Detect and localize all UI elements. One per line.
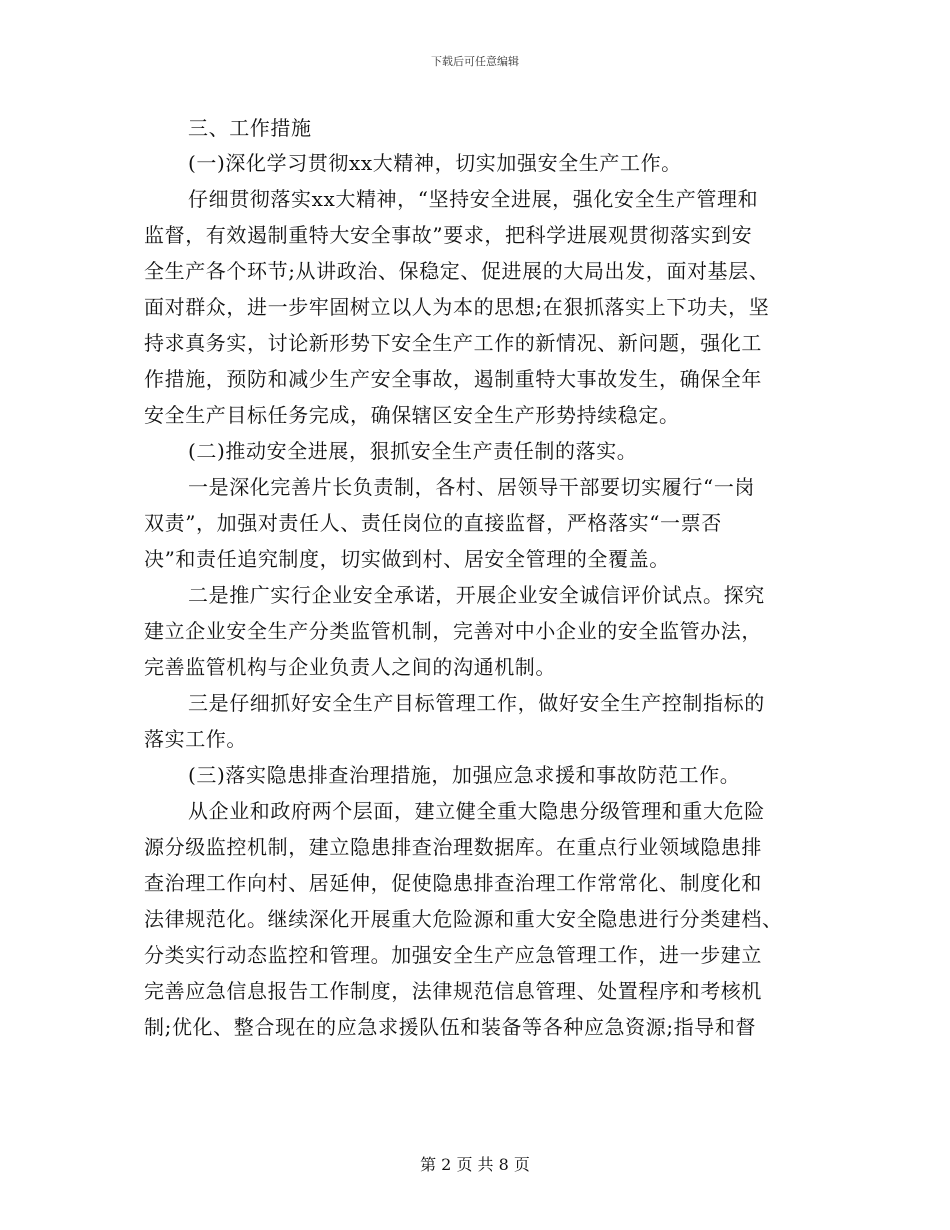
paragraph-1-line-4: 面对群众，进一步牢固树立以人为本的思想;在狠抓落实上下功夫，坚 (144, 295, 770, 319)
paragraph-5-line-6: 完善应急信息报告工作制度，法律规范信息管理、处置程序和考核机 (144, 979, 762, 1003)
paragraph-5-line-7: 制;优化、整合现在的应急求援队伍和装备等各种应急资源;指导和督 (144, 1015, 757, 1039)
section-heading: 三、工作措施 (188, 116, 312, 140)
paragraph-1-line-5: 持求真务实，讨论新形势下安全生产工作的新情况、新问题，强化工 (144, 331, 762, 355)
paragraph-2-line-3: 决”和责任追究制度，切实做到村、居安全管理的全覆盖。 (144, 547, 670, 571)
paragraph-5-line-1: 从企业和政府两个层面，建立健全重大隐患分级管理和重大危险 (188, 799, 765, 823)
paragraph-3-line-3: 完善监管机构与企业负责人之间的沟通机制。 (144, 655, 556, 679)
subheading-2: (二)推动安全进展，狠抓安全生产责任制的落实。 (188, 439, 638, 463)
paragraph-1-line-1: 仔细贯彻落实xx大精神，“坚持安全进展，强化安全生产管理和 (188, 187, 759, 211)
paragraph-2-line-2: 双责”，加强对责任人、责任岗位的直接监督，严格落实“一票否 (144, 511, 722, 535)
paragraph-4-line-2: 落实工作。 (144, 727, 247, 751)
page-header-note: 下载后可任意编辑 (431, 55, 519, 68)
paragraph-3-line-1: 二是推广实行企业安全承诺，开展企业安全诚信评价试点。探究 (188, 583, 765, 607)
paragraph-1-line-2: 监督，有效遏制重特大安全事故”要求，把科学进展观贯彻落实到安 (144, 223, 753, 247)
paragraph-5-line-2: 源分级监控机制，建立隐患排查治理数据库。在重点行业领域隐患排 (144, 835, 762, 859)
subheading-1: (一)深化学习贯彻xx大精神，切实加强安全生产工作。 (188, 151, 682, 175)
subheading-3: (三)落实隐患排查治理措施，加强应急求援和事故防范工作。 (188, 763, 741, 787)
paragraph-5-line-3: 查治理工作向村、居延伸，促使隐患排查治理工作常常化、制度化和 (144, 871, 762, 895)
paragraph-2-line-1: 一是深化完善片长负责制，各村、居领导干部要切实履行“一岗 (188, 475, 756, 499)
page-number-footer: 第 2 页 共 8 页 (420, 1155, 530, 1174)
paragraph-1-line-3: 全生产各个环节;从讲政治、保稳定、促进展的大局出发，面对基层、 (144, 259, 770, 283)
paragraph-1-line-6: 作措施，预防和减少生产安全事故，遏制重特大事故发生，确保全年 (144, 367, 762, 391)
paragraph-1-line-7: 安全生产目标任务完成，确保辖区安全生产形势持续稳定。 (144, 403, 680, 427)
paragraph-5-line-4: 法律规范化。继续深化开展重大危险源和重大安全隐患进行分类建档、 (144, 907, 783, 931)
paragraph-4-line-1: 三是仔细抓好安全生产目标管理工作，做好安全生产控制指标的 (188, 691, 765, 715)
paragraph-5-line-5: 分类实行动态监控和管理。加强安全生产应急管理工作，进一步建立 (144, 943, 762, 967)
paragraph-3-line-2: 建立企业安全生产分类监管机制，完善对中小企业的安全监管办法， (144, 619, 762, 643)
